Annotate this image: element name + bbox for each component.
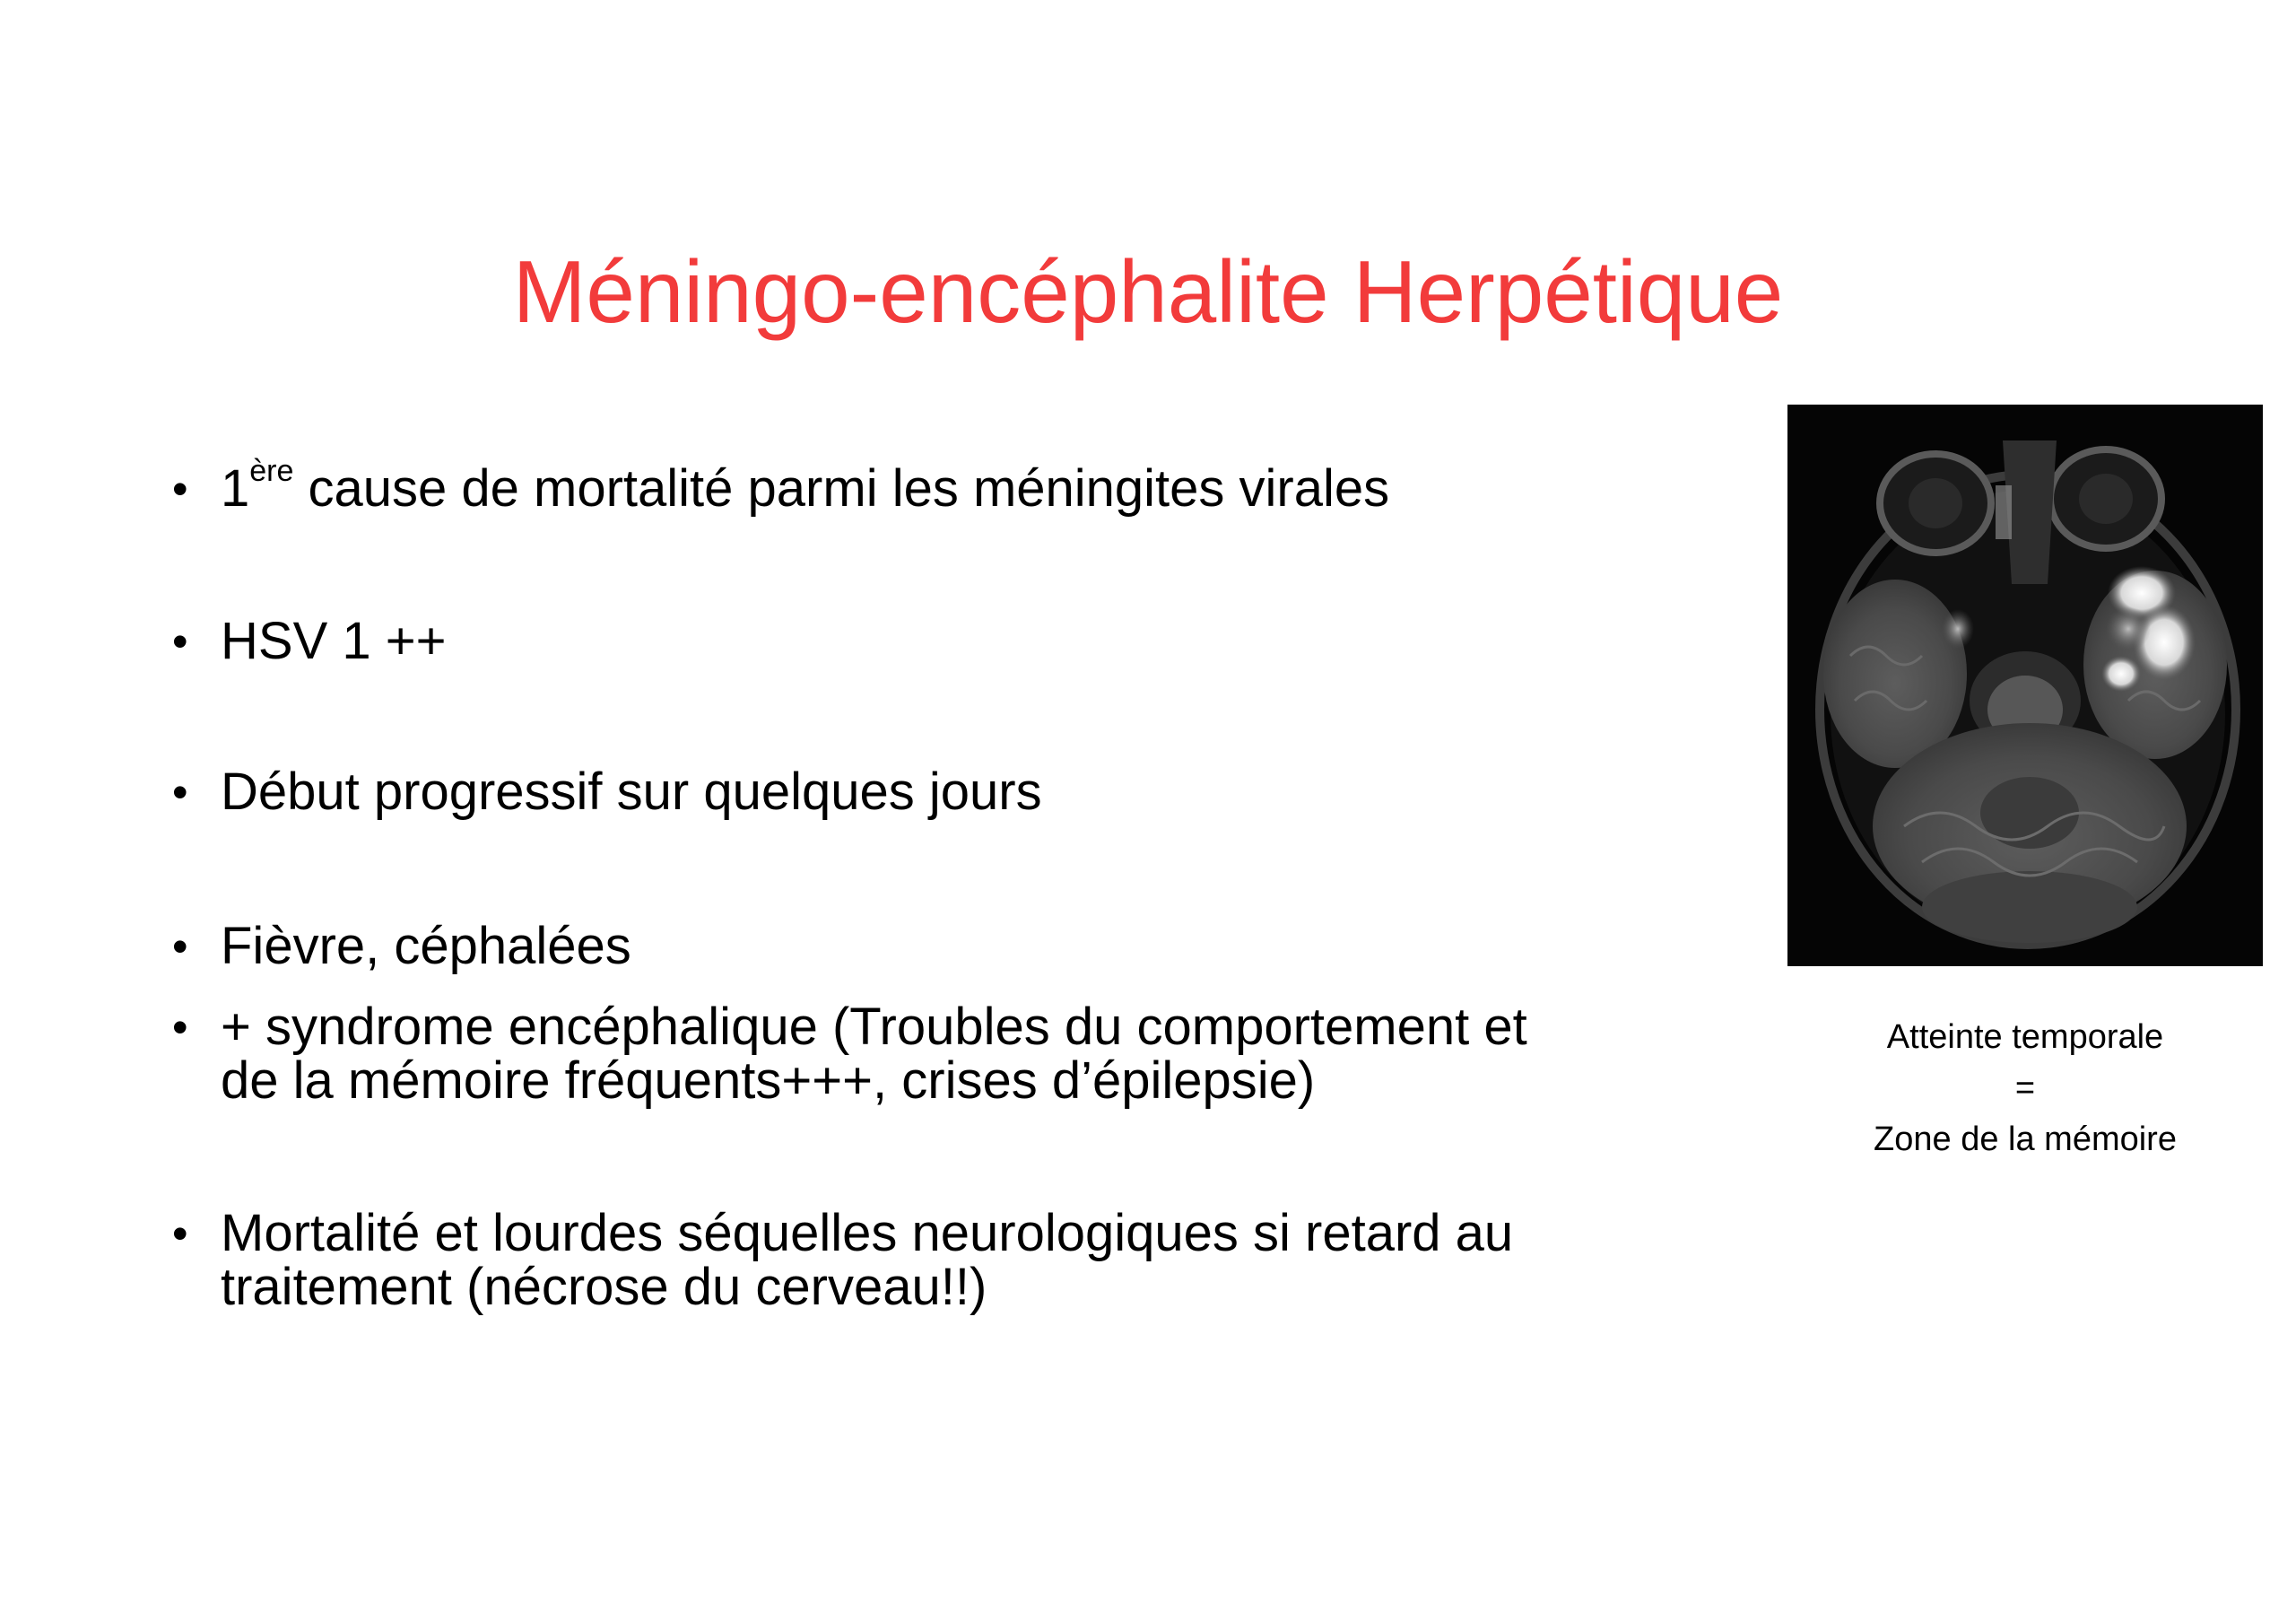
bullet-dot: • (172, 616, 188, 667)
bullet-prefix: 1 (221, 459, 250, 518)
bullet-dot: • (172, 1208, 188, 1259)
caption-line: = (2014, 1069, 2036, 1107)
image-caption (1787, 1012, 2263, 1165)
bullet-text: Début progressif sur quelques jours (221, 763, 1042, 821)
bullet-text: HSV 1 ++ (221, 612, 447, 670)
bullet-text: Mortalité et lourdes séquelles neurologiques si retard au traitement (nécrose du cerveau!!) (221, 1204, 1514, 1316)
mri-brain-image (1787, 405, 2263, 966)
caption-line: Zone de la mémoire (1874, 1121, 2177, 1158)
caption-line: Atteinte temporale (1886, 1018, 2164, 1056)
bullet-dot: • (172, 767, 188, 817)
bullet-text: + syndrome encéphalique (Troubles du comportement et de la mémoire fréquents+++, crises d’épilepsie) (221, 998, 1527, 1110)
bullet-rest: cause de mortalité parmi les méningites virales (293, 459, 1390, 518)
bullet-dot: • (172, 464, 188, 514)
bullet-dot: • (172, 921, 188, 972)
bullet-dot: • (172, 1002, 188, 1052)
bullet-text (221, 453, 1692, 518)
bullet-text: Fièvre, céphalées (221, 917, 631, 975)
slide-title: Méningo-encéphalite Herpétique (512, 242, 1784, 341)
bullet-superscript: ère (249, 453, 294, 488)
mri-brain-drawing (1787, 405, 2263, 966)
